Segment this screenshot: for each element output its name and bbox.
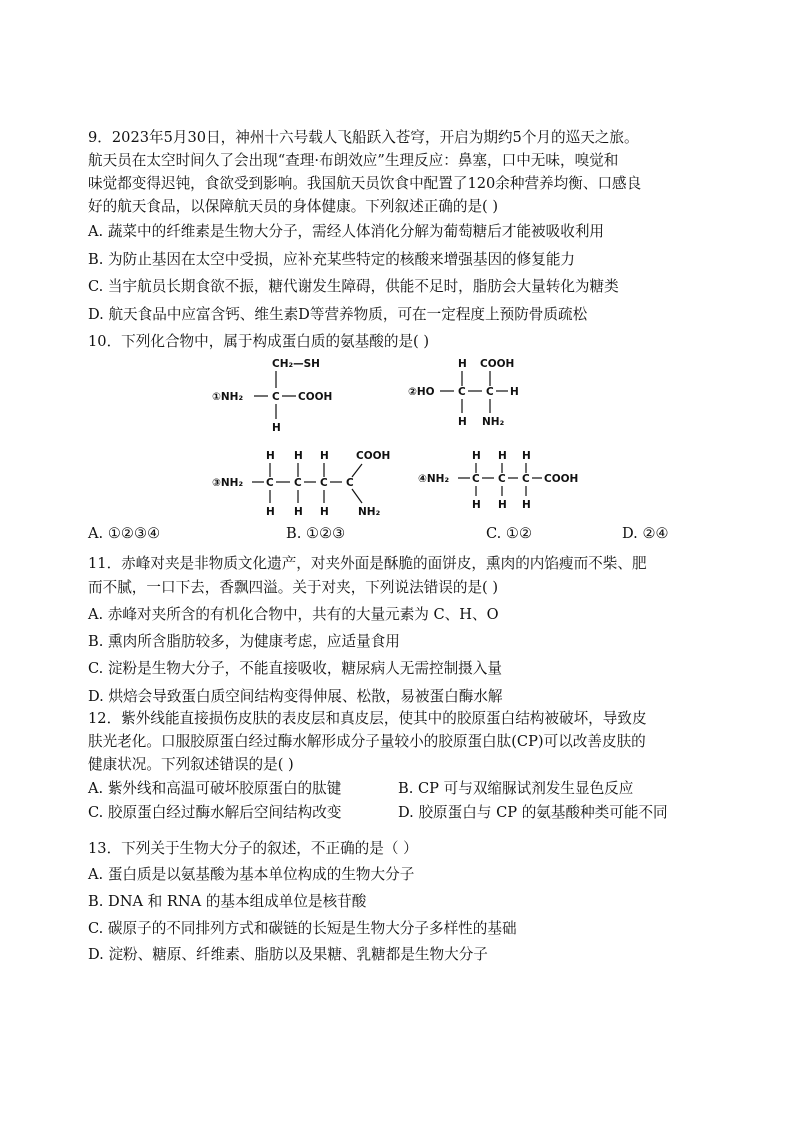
q9-stem-line-3: 味觉都变得迟钝，食欲受到影响。我国航天员饮食中配置了120余种营养均衡、口感良 bbox=[88, 175, 642, 192]
f4-h-b3: H bbox=[522, 499, 531, 511]
f2-right: H bbox=[510, 386, 519, 398]
f3-h-b3: H bbox=[320, 506, 329, 518]
q12-stem-line-2: 肤光老化。口服胶原蛋白经过酶水解形成分子量较小的胶原蛋白肽(CP)可以改善皮肤的 bbox=[88, 733, 646, 750]
f1-bottom: H bbox=[272, 422, 281, 434]
q10-option-d: D. ②④ bbox=[622, 525, 669, 542]
f3-label: ③NH₂ bbox=[212, 477, 244, 489]
f2-h2: COOH bbox=[480, 358, 515, 370]
formula-2 bbox=[408, 355, 558, 435]
formula-4 bbox=[418, 447, 588, 517]
q12-option-a: A. 紫外线和高温可破坏胶原蛋白的肽键 bbox=[88, 780, 342, 797]
f3-h-t2: H bbox=[294, 450, 303, 462]
formula-1 bbox=[212, 355, 362, 435]
q9-option-c: C. 当宇航员长期食欲不振，糖代谢发生障碍，供能不足时，脂肪会大量转化为糖类 bbox=[88, 278, 619, 295]
q9-option-b: B. 为防止基因在太空中受损，应补充某些特定的核酸来增强基因的修复能力 bbox=[88, 251, 576, 268]
f4-label: ④NH₂ bbox=[418, 473, 450, 485]
f3-h-t3: H bbox=[320, 450, 329, 462]
q11-stem-line-1: 11．赤峰对夹是非物质文化遗产，对夹外面是酥脆的面饼皮，熏肉的内馅瘦而不柴、肥 bbox=[88, 555, 647, 572]
f3-cooh: COOH bbox=[356, 450, 391, 462]
q10-stem: 10．下列化合物中，属于构成蛋白质的氨基酸的是( ) bbox=[88, 333, 430, 350]
f2-b1: H bbox=[458, 416, 467, 428]
q9-stem-line-1: 9．2023年5月30日，神州十六号载人飞船跃入苍穹，开启为期约5个月的巡天之旅。 bbox=[88, 129, 639, 146]
f3-c1: C bbox=[266, 477, 274, 489]
q13-option-d: D. 淀粉、糖原、纤维素、脂肪以及果糖、乳糖都是生物大分子 bbox=[88, 946, 488, 963]
f1-center: C bbox=[272, 391, 280, 403]
q13-option-b: B. DNA 和 RNA 的基本组成单位是核苷酸 bbox=[88, 893, 367, 910]
q12-option-b: B. CP 可与双缩脲试剂发生显色反应 bbox=[398, 780, 634, 797]
q9-option-a: A. 蔬菜中的纤维素是生物大分子，需经人体消化分解为葡萄糖后才能被吸收利用 bbox=[88, 223, 605, 240]
f3-nh2: NH₂ bbox=[358, 506, 381, 518]
f2-b2: NH₂ bbox=[482, 416, 505, 428]
f2-c1: C bbox=[458, 386, 466, 398]
q12-stem-line-1: 12．紫外线能直接损伤皮肤的表皮层和真皮层，使其中的胶原蛋白结构被破坏，导致皮 bbox=[88, 710, 647, 727]
q10-option-c: C. ①② bbox=[486, 525, 533, 542]
f2-label: ②HO bbox=[408, 386, 435, 398]
q11-option-d: D. 烘焙会导致蛋白质空间结构变得伸展、松散，易被蛋白酶水解 bbox=[88, 688, 503, 705]
f1-top: CH₂—SH bbox=[272, 358, 320, 370]
q13-option-a: A. 蛋白质是以氨基酸为基本单位构成的生物大分子 bbox=[88, 866, 415, 883]
f4-h-t3: H bbox=[522, 450, 531, 462]
f3-c2: C bbox=[294, 477, 302, 489]
q12-option-c: C. 胶原蛋白经过酶水解后空间结构改变 bbox=[88, 804, 342, 821]
f3-h-b1: H bbox=[266, 506, 275, 518]
f2-c2: C bbox=[486, 386, 494, 398]
f3-c3: C bbox=[320, 477, 328, 489]
f2-h1: H bbox=[458, 358, 467, 370]
f1-right: COOH bbox=[298, 391, 333, 403]
q11-option-b: B. 熏肉所含脂肪较多，为健康考虑，应适量食用 bbox=[88, 633, 400, 650]
q12-stem-line-3: 健康状况。下列叙述错误的是( ) bbox=[88, 756, 294, 773]
q10-option-b: B. ①②③ bbox=[286, 525, 346, 542]
q12-option-d: D. 胶原蛋白与 CP 的氨基酸种类可能不同 bbox=[398, 804, 668, 821]
q9-stem-line-2: 航天员在太空时间久了会出现“查理·布朗效应”生理反应：鼻塞，口中无味，嗅觉和 bbox=[88, 152, 619, 169]
f4-c1: C bbox=[472, 473, 480, 485]
q13-stem: 13．下列关于生物大分子的叙述，不正确的是（ ） bbox=[88, 840, 418, 857]
f3-h-t1: H bbox=[266, 450, 275, 462]
q11-option-c: C. 淀粉是生物大分子，不能直接吸收，糖尿病人无需控制摄入量 bbox=[88, 660, 502, 677]
f3-h-b2: H bbox=[294, 506, 303, 518]
q9-option-d: D. 航天食品中应富含钙、维生素D等营养物质，可在一定程度上预防骨质疏松 bbox=[88, 306, 588, 323]
f4-cooh: COOH bbox=[544, 473, 579, 485]
f4-c2: C bbox=[498, 473, 506, 485]
f4-h-t1: H bbox=[472, 450, 481, 462]
f4-h-b2: H bbox=[498, 499, 507, 511]
q11-option-a: A. 赤峰对夹所含的有机化合物中，共有的大量元素为 C、H、O bbox=[88, 606, 499, 623]
q13-option-c: C. 碳原子的不同排列方式和碳链的长短是生物大分子多样性的基础 bbox=[88, 920, 517, 937]
f3-c4: C bbox=[346, 477, 354, 489]
f4-h-t2: H bbox=[498, 450, 507, 462]
q9-stem-line-4: 好的航天食品，以保障航天员的身体健康。下列叙述正确的是( ) bbox=[88, 198, 499, 215]
formula-3 bbox=[212, 447, 402, 527]
f1-label: ①NH₂ bbox=[212, 391, 244, 403]
q11-stem-line-2: 而不腻，一口下去，香飘四溢。关于对夹，下列说法错误的是( ) bbox=[88, 579, 499, 596]
f4-c3: C bbox=[522, 473, 530, 485]
f4-h-b1: H bbox=[472, 499, 481, 511]
q10-option-a: A. ①②③④ bbox=[88, 525, 161, 542]
